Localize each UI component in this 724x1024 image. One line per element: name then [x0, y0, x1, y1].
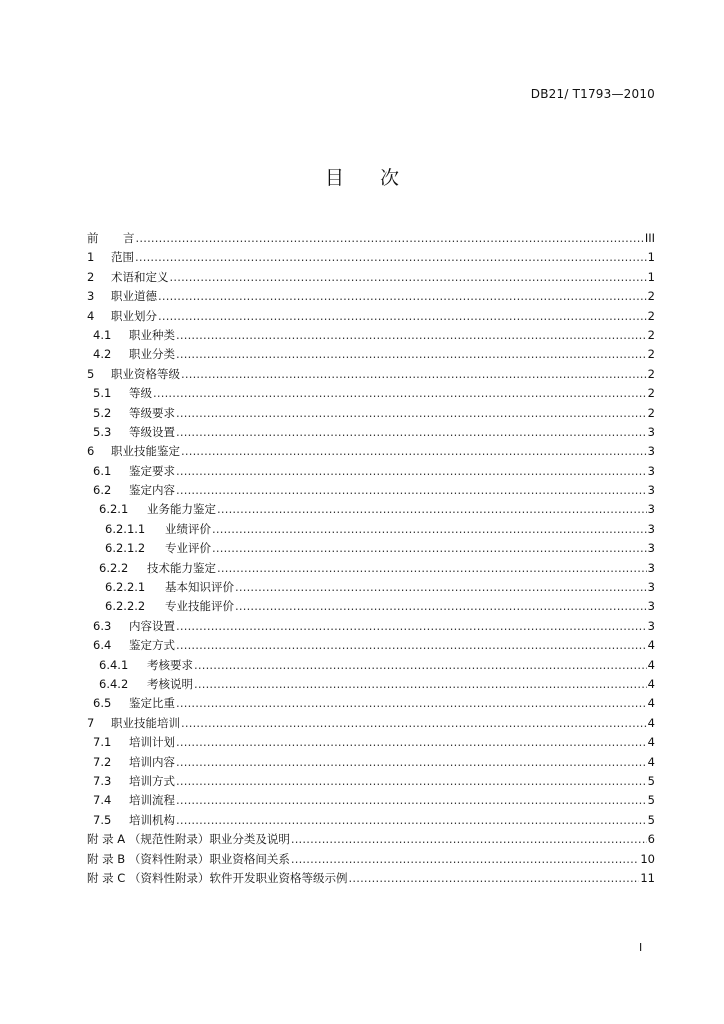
toc-entry-page: 1 — [647, 269, 655, 284]
toc-entry-page: 2 — [647, 347, 655, 362]
toc-entry-label: 培训计划 — [129, 735, 175, 750]
toc-entry-page: 2 — [647, 366, 655, 381]
toc-entry-page: 2 — [647, 308, 655, 323]
toc-entry-label: 业绩评价 — [165, 521, 211, 536]
toc-entry-number: 5.3 — [93, 424, 112, 439]
toc-leader-dots — [176, 791, 647, 810]
toc-leader-dots — [176, 423, 647, 442]
toc-entry-number: 6.5 — [93, 696, 112, 711]
toc-entry[interactable] — [87, 830, 655, 849]
toc-entry-label: 内容设置 — [129, 618, 175, 633]
toc-entry-number: 1 — [87, 250, 95, 265]
toc-entry-number: 5.2 — [93, 405, 112, 420]
toc-entry[interactable] — [87, 675, 655, 694]
toc-entry-page: 6 — [647, 832, 655, 847]
toc-entry-page: 2 — [647, 386, 655, 401]
toc-entry-label: 职业划分 — [111, 308, 157, 323]
toc-entry[interactable] — [87, 365, 655, 384]
toc-entry[interactable] — [87, 268, 655, 287]
toc-entry-label: 培训机构 — [129, 812, 175, 827]
toc-entry-label: 范围 — [111, 250, 134, 265]
toc-entry-page: 4 — [647, 657, 655, 672]
toc-entry-number: 6.3 — [93, 618, 112, 633]
toc-entry-label: 附 录 C （资料性附录）软件开发职业资格等级示例 — [87, 870, 348, 885]
toc-entry-page: III — [644, 231, 655, 245]
toc-entry-number: 7.1 — [93, 735, 112, 750]
toc-entry[interactable] — [87, 539, 655, 558]
page-number: I — [639, 941, 643, 954]
toc-entry-page: 4 — [647, 754, 655, 769]
toc-entry-page: 4 — [647, 638, 655, 653]
toc-entry-label: 专业技能评价 — [165, 599, 234, 614]
toc-entry-label: 等级要求 — [129, 405, 175, 420]
toc-entry[interactable] — [87, 229, 655, 248]
toc-leader-dots — [153, 384, 647, 403]
toc-entry-page: 3 — [647, 599, 655, 614]
toc-entry-page: 4 — [647, 676, 655, 691]
toc-leader-dots — [176, 326, 647, 345]
toc-leader-dots — [176, 694, 647, 713]
toc-entry[interactable] — [87, 481, 655, 500]
toc-entry-number: 6.2 — [93, 483, 112, 498]
toc-leader-dots — [135, 248, 647, 267]
toc-leader-dots — [235, 597, 647, 616]
toc-entry-number: 7.5 — [93, 812, 112, 827]
toc-entry-label: 基本知识评价 — [165, 580, 234, 595]
toc-entry[interactable] — [87, 384, 655, 403]
toc-entry[interactable] — [87, 811, 655, 830]
toc-entry[interactable] — [87, 850, 655, 869]
toc-entry-page: 3 — [647, 521, 655, 536]
toc-leader-dots — [194, 675, 647, 694]
toc-entry-label: 培训流程 — [129, 793, 175, 808]
toc-entry-page: 3 — [647, 463, 655, 478]
toc-entry-number: 4.1 — [93, 327, 112, 342]
toc-leader-dots — [176, 772, 647, 791]
toc-entry-label: 培训内容 — [129, 754, 175, 769]
toc-entry-page: 2 — [647, 289, 655, 304]
toc-entry-page: 4 — [647, 735, 655, 750]
toc-entry-label: 等级 — [129, 386, 152, 401]
toc-entry[interactable] — [87, 500, 655, 519]
toc-leader-dots — [349, 869, 640, 888]
toc-leader-dots — [291, 830, 647, 849]
toc-entry-number: 5.1 — [93, 386, 112, 401]
toc-entry-label: 职业道德 — [111, 289, 157, 304]
toc-entry[interactable] — [87, 617, 655, 636]
toc-leader-dots — [212, 539, 647, 558]
toc-entry-page: 2 — [647, 405, 655, 420]
toc-leader-dots — [181, 365, 647, 384]
toc-leader-dots — [176, 636, 647, 655]
toc-title — [0, 163, 724, 190]
toc-entry-label: 培训方式 — [129, 773, 175, 788]
toc-entry-label: 鉴定方式 — [129, 638, 175, 653]
toc-entry-page: 10 — [640, 851, 655, 866]
toc-entry[interactable] — [87, 345, 655, 364]
table-of-contents — [87, 229, 655, 888]
toc-entry-number: 7.3 — [93, 773, 112, 788]
toc-leader-dots — [176, 811, 647, 830]
toc-leader-dots — [217, 559, 647, 578]
toc-entry-number: 7.2 — [93, 754, 112, 769]
toc-entry[interactable] — [87, 791, 655, 810]
toc-entry-label: 职业技能培训 — [111, 715, 180, 730]
toc-leader-dots — [291, 850, 640, 869]
toc-leader-dots — [217, 500, 647, 519]
toc-entry-page: 4 — [647, 715, 655, 730]
toc-entry[interactable] — [87, 636, 655, 655]
toc-entry[interactable] — [87, 307, 655, 326]
toc-entry-page: 3 — [647, 444, 655, 459]
toc-entry-label: 职业分类 — [129, 347, 175, 362]
toc-entry-label: 等级设置 — [129, 424, 175, 439]
toc-entry-number: 6.1 — [93, 463, 112, 478]
toc-entry-label: 职业种类 — [129, 327, 175, 342]
toc-title-part1: 目 — [324, 167, 344, 189]
toc-leader-dots — [158, 307, 647, 326]
toc-leader-dots — [176, 462, 647, 481]
toc-leader-dots — [176, 733, 647, 752]
toc-leader-dots — [170, 268, 647, 287]
toc-entry-page: 3 — [647, 424, 655, 439]
toc-entry-number: 5 — [87, 366, 95, 381]
toc-entry-number: 6 — [87, 444, 95, 459]
toc-entry[interactable] — [87, 714, 655, 733]
toc-entry[interactable] — [87, 656, 655, 675]
toc-entry-number: 6.2.2.2 — [105, 599, 146, 614]
toc-entry-page: 3 — [647, 618, 655, 633]
toc-leader-dots — [181, 442, 647, 461]
toc-leader-dots — [136, 229, 644, 248]
toc-entry-label: 考核要求 — [147, 657, 193, 672]
toc-entry-number: 4 — [87, 308, 95, 323]
toc-entry-page: 1 — [647, 250, 655, 265]
toc-entry-number: 4.2 — [93, 347, 112, 362]
toc-entry-page: 11 — [640, 870, 655, 885]
toc-entry-label: 术语和定义 — [111, 269, 169, 284]
toc-entry-page: 3 — [647, 580, 655, 595]
toc-entry[interactable] — [87, 287, 655, 306]
toc-entry-page: 3 — [647, 541, 655, 556]
toc-leader-dots — [212, 520, 647, 539]
toc-leader-dots — [181, 714, 647, 733]
toc-entry-number: 6.2.1.2 — [105, 541, 146, 556]
toc-entry-number: 2 — [87, 269, 95, 284]
toc-entry[interactable] — [87, 578, 655, 597]
toc-entry-label: 鉴定比重 — [129, 696, 175, 711]
document-code: DB21/ T1793—2010 — [530, 87, 655, 101]
toc-entry-page: 3 — [647, 560, 655, 575]
toc-entry-label: 附 录 B （资料性附录）职业资格间关系 — [87, 851, 290, 866]
toc-entry-number: 7.4 — [93, 793, 112, 808]
toc-entry-page: 5 — [647, 793, 655, 808]
toc-leader-dots — [235, 578, 647, 597]
toc-entry-number: 6.4.1 — [99, 657, 129, 672]
toc-entry[interactable] — [87, 423, 655, 442]
toc-entry-number: 6.2.1.1 — [105, 521, 146, 536]
toc-entry-number: 6.4 — [93, 638, 112, 653]
toc-entry-number: 前 — [87, 231, 99, 245]
toc-entry[interactable] — [87, 248, 655, 267]
toc-entry-label: 技术能力鉴定 — [147, 560, 216, 575]
toc-entry-label: 鉴定内容 — [129, 483, 175, 498]
toc-entry-label: 鉴定要求 — [129, 463, 175, 478]
toc-entry-number: 6.2.2.1 — [105, 580, 146, 595]
toc-entry-label: 专业评价 — [165, 541, 211, 556]
toc-leader-dots — [176, 404, 647, 423]
toc-entry[interactable] — [87, 772, 655, 791]
toc-entry[interactable] — [87, 869, 655, 888]
toc-entry[interactable] — [87, 520, 655, 539]
toc-entry-number: 6.4.2 — [99, 676, 129, 691]
toc-title-part2: 次 — [380, 167, 400, 189]
toc-leader-dots — [194, 656, 647, 675]
toc-entry-number: 7 — [87, 715, 95, 730]
toc-entry-number: 3 — [87, 289, 95, 304]
toc-entry-number: 6.2.1 — [99, 502, 129, 517]
toc-entry[interactable] — [87, 733, 655, 752]
toc-entry[interactable] — [87, 694, 655, 713]
toc-entry-page: 5 — [647, 812, 655, 827]
toc-entry-label: 职业技能鉴定 — [111, 444, 180, 459]
toc-entry-label: 考核说明 — [147, 676, 193, 691]
toc-entry[interactable] — [87, 462, 655, 481]
toc-entry[interactable] — [87, 442, 655, 461]
toc-entry-number: 6.2.2 — [99, 560, 129, 575]
toc-leader-dots — [176, 617, 647, 636]
toc-leader-dots — [176, 481, 647, 500]
toc-entry-label: 言 — [123, 231, 135, 245]
toc-entry[interactable] — [87, 404, 655, 423]
toc-leader-dots — [176, 753, 647, 772]
toc-leader-dots — [176, 345, 647, 364]
toc-entry[interactable] — [87, 559, 655, 578]
toc-entry-label: 职业资格等级 — [111, 366, 180, 381]
toc-entry[interactable] — [87, 753, 655, 772]
toc-entry-label: 业务能力鉴定 — [147, 502, 216, 517]
toc-entry-page: 2 — [647, 327, 655, 342]
toc-entry-page: 3 — [647, 483, 655, 498]
toc-entry-page: 5 — [647, 773, 655, 788]
toc-entry-page: 4 — [647, 696, 655, 711]
toc-leader-dots — [158, 287, 647, 306]
toc-entry[interactable] — [87, 326, 655, 345]
toc-entry-page: 3 — [647, 502, 655, 517]
toc-entry-label: 附 录 A （规范性附录）职业分类及说明 — [87, 832, 290, 847]
toc-entry[interactable] — [87, 597, 655, 616]
